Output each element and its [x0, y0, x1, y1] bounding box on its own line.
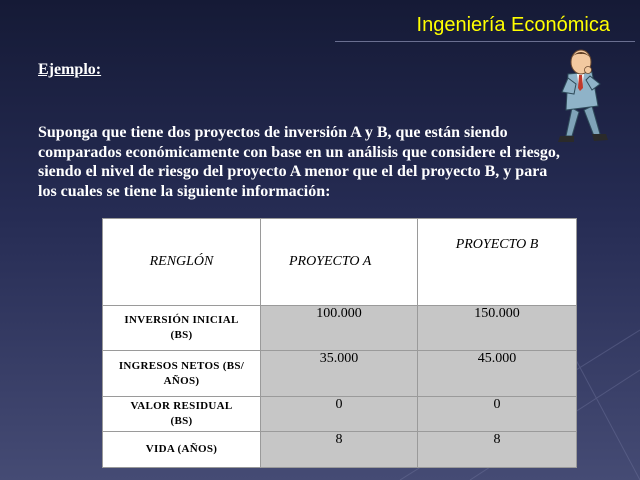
projects-comparison-table	[102, 218, 577, 468]
statement-line: comparados económicamente con base en un análisis que considere el riesgo,	[38, 143, 560, 161]
proyecto-b-value: 45.000	[418, 351, 577, 397]
title-divider	[335, 41, 635, 42]
row-label: VIDA (AÑOS)	[103, 432, 261, 468]
proyecto-a-value: 100.000	[261, 306, 418, 351]
row-label: VALOR RESIDUAL (BS)	[103, 397, 261, 432]
proyecto-b-value: 8	[418, 432, 577, 468]
proyecto-a-value: 35.000	[261, 351, 418, 397]
header-renglon: RENGLÓN	[103, 219, 261, 306]
proyecto-b-value: 0	[418, 397, 577, 432]
statement-line: Suponga que tiene dos proyectos de inversión A y B, que están siendo	[38, 124, 508, 141]
header-proyecto-a: PROYECTO A	[261, 219, 418, 306]
table-row	[103, 397, 577, 432]
table-row	[103, 432, 577, 468]
table-row	[103, 351, 577, 397]
table-row	[103, 306, 577, 351]
thinking-businessman-icon	[548, 44, 614, 152]
proyecto-b-value: 150.000	[418, 306, 577, 351]
example-label: Ejemplo:	[38, 61, 102, 78]
row-label: INGRESOS NETOS (BS/ AÑOS)	[103, 351, 261, 397]
proyecto-a-value: 0	[261, 397, 418, 432]
problem-statement	[38, 123, 598, 201]
row-label: INVERSIÓN INICIAL (BS)	[103, 306, 261, 351]
statement-line: los cuales se tiene la siguiente información:	[38, 182, 331, 200]
table-header-row	[103, 219, 577, 306]
slide-title: Ingeniería Económica	[416, 14, 610, 36]
header-proyecto-b: PROYECTO B	[418, 219, 577, 306]
proyecto-a-value: 8	[261, 432, 418, 468]
statement-line: siendo el nivel de riesgo del proyecto A menor que el del proyecto B, y para	[38, 163, 548, 180]
